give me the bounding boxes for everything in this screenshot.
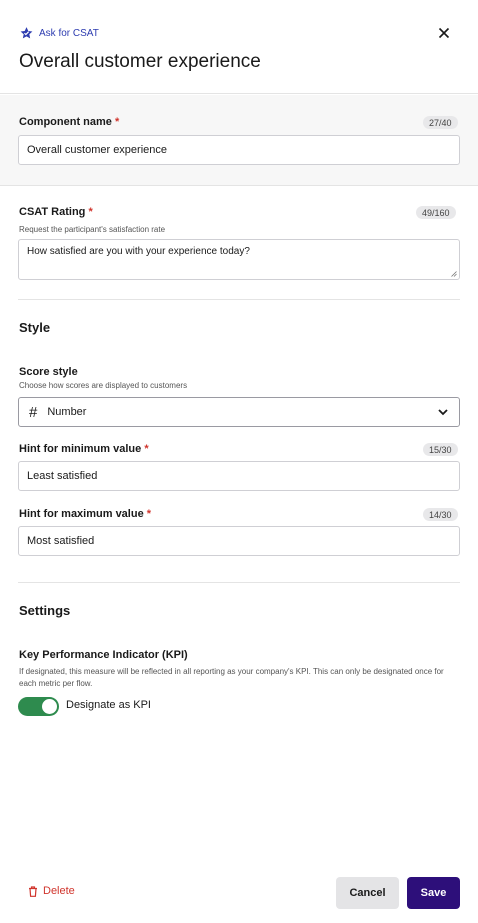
kpi-help: If designated, this measure will be reflected in all reporting as your company's KPI. This can only be designated once for each metric per flow. xyxy=(19,667,444,688)
resize-handle-icon[interactable] xyxy=(451,271,457,277)
csat-rating-textarea[interactable] xyxy=(18,239,460,280)
kpi-toggle[interactable] xyxy=(18,697,59,716)
kpi-label: Key Performance Indicator (KPI) xyxy=(19,649,188,661)
save-button[interactable]: Save xyxy=(407,877,460,909)
min-hint-input[interactable]: Least satisfied xyxy=(18,461,460,491)
page-title: Overall customer experience xyxy=(19,51,261,72)
delete-button[interactable] xyxy=(28,885,75,897)
csat-rating-counter: 49/160 xyxy=(416,206,456,219)
close-button[interactable] xyxy=(436,25,452,41)
component-name-input[interactable]: Overall customer experience xyxy=(18,135,460,165)
toggle-knob xyxy=(42,699,57,714)
trash-icon xyxy=(28,886,38,897)
max-hint-input[interactable]: Most satisfied xyxy=(18,526,460,556)
breadcrumb[interactable] xyxy=(19,26,99,41)
csat-rating-label: CSAT Rating * xyxy=(19,206,93,218)
breadcrumb-label[interactable]: Ask for CSAT xyxy=(39,28,99,39)
score-style-value: Number xyxy=(47,406,87,418)
component-name-counter: 27/40 xyxy=(423,116,458,129)
chevron-down-icon xyxy=(437,406,449,418)
csat-rating-value: How satisfied are you with your experience today? xyxy=(27,246,250,257)
component-name-label: Component name * xyxy=(19,116,120,128)
hash-icon: # xyxy=(29,403,38,421)
score-style-label: Score style xyxy=(19,366,78,378)
style-section-title: Style xyxy=(19,320,51,335)
cancel-button[interactable]: Cancel xyxy=(336,877,399,909)
csat-rating-help: Request the participant's satisfaction rate xyxy=(19,225,166,234)
close-icon xyxy=(438,27,450,39)
max-hint-counter: 14/30 xyxy=(423,508,458,521)
divider xyxy=(18,299,460,300)
min-hint-counter: 15/30 xyxy=(423,443,458,456)
min-hint-label: Hint for minimum value * xyxy=(19,443,149,455)
divider xyxy=(18,582,460,583)
panel-header xyxy=(0,0,478,94)
max-hint-label: Hint for maximum value * xyxy=(19,508,152,520)
settings-section-title: Settings xyxy=(19,603,71,618)
score-style-select[interactable] xyxy=(18,397,460,427)
star-check-icon xyxy=(19,26,34,41)
delete-label: Delete xyxy=(43,885,75,897)
score-style-help: Choose how scores are displayed to customers xyxy=(19,381,188,390)
kpi-toggle-label[interactable]: Designate as KPI xyxy=(66,699,151,711)
